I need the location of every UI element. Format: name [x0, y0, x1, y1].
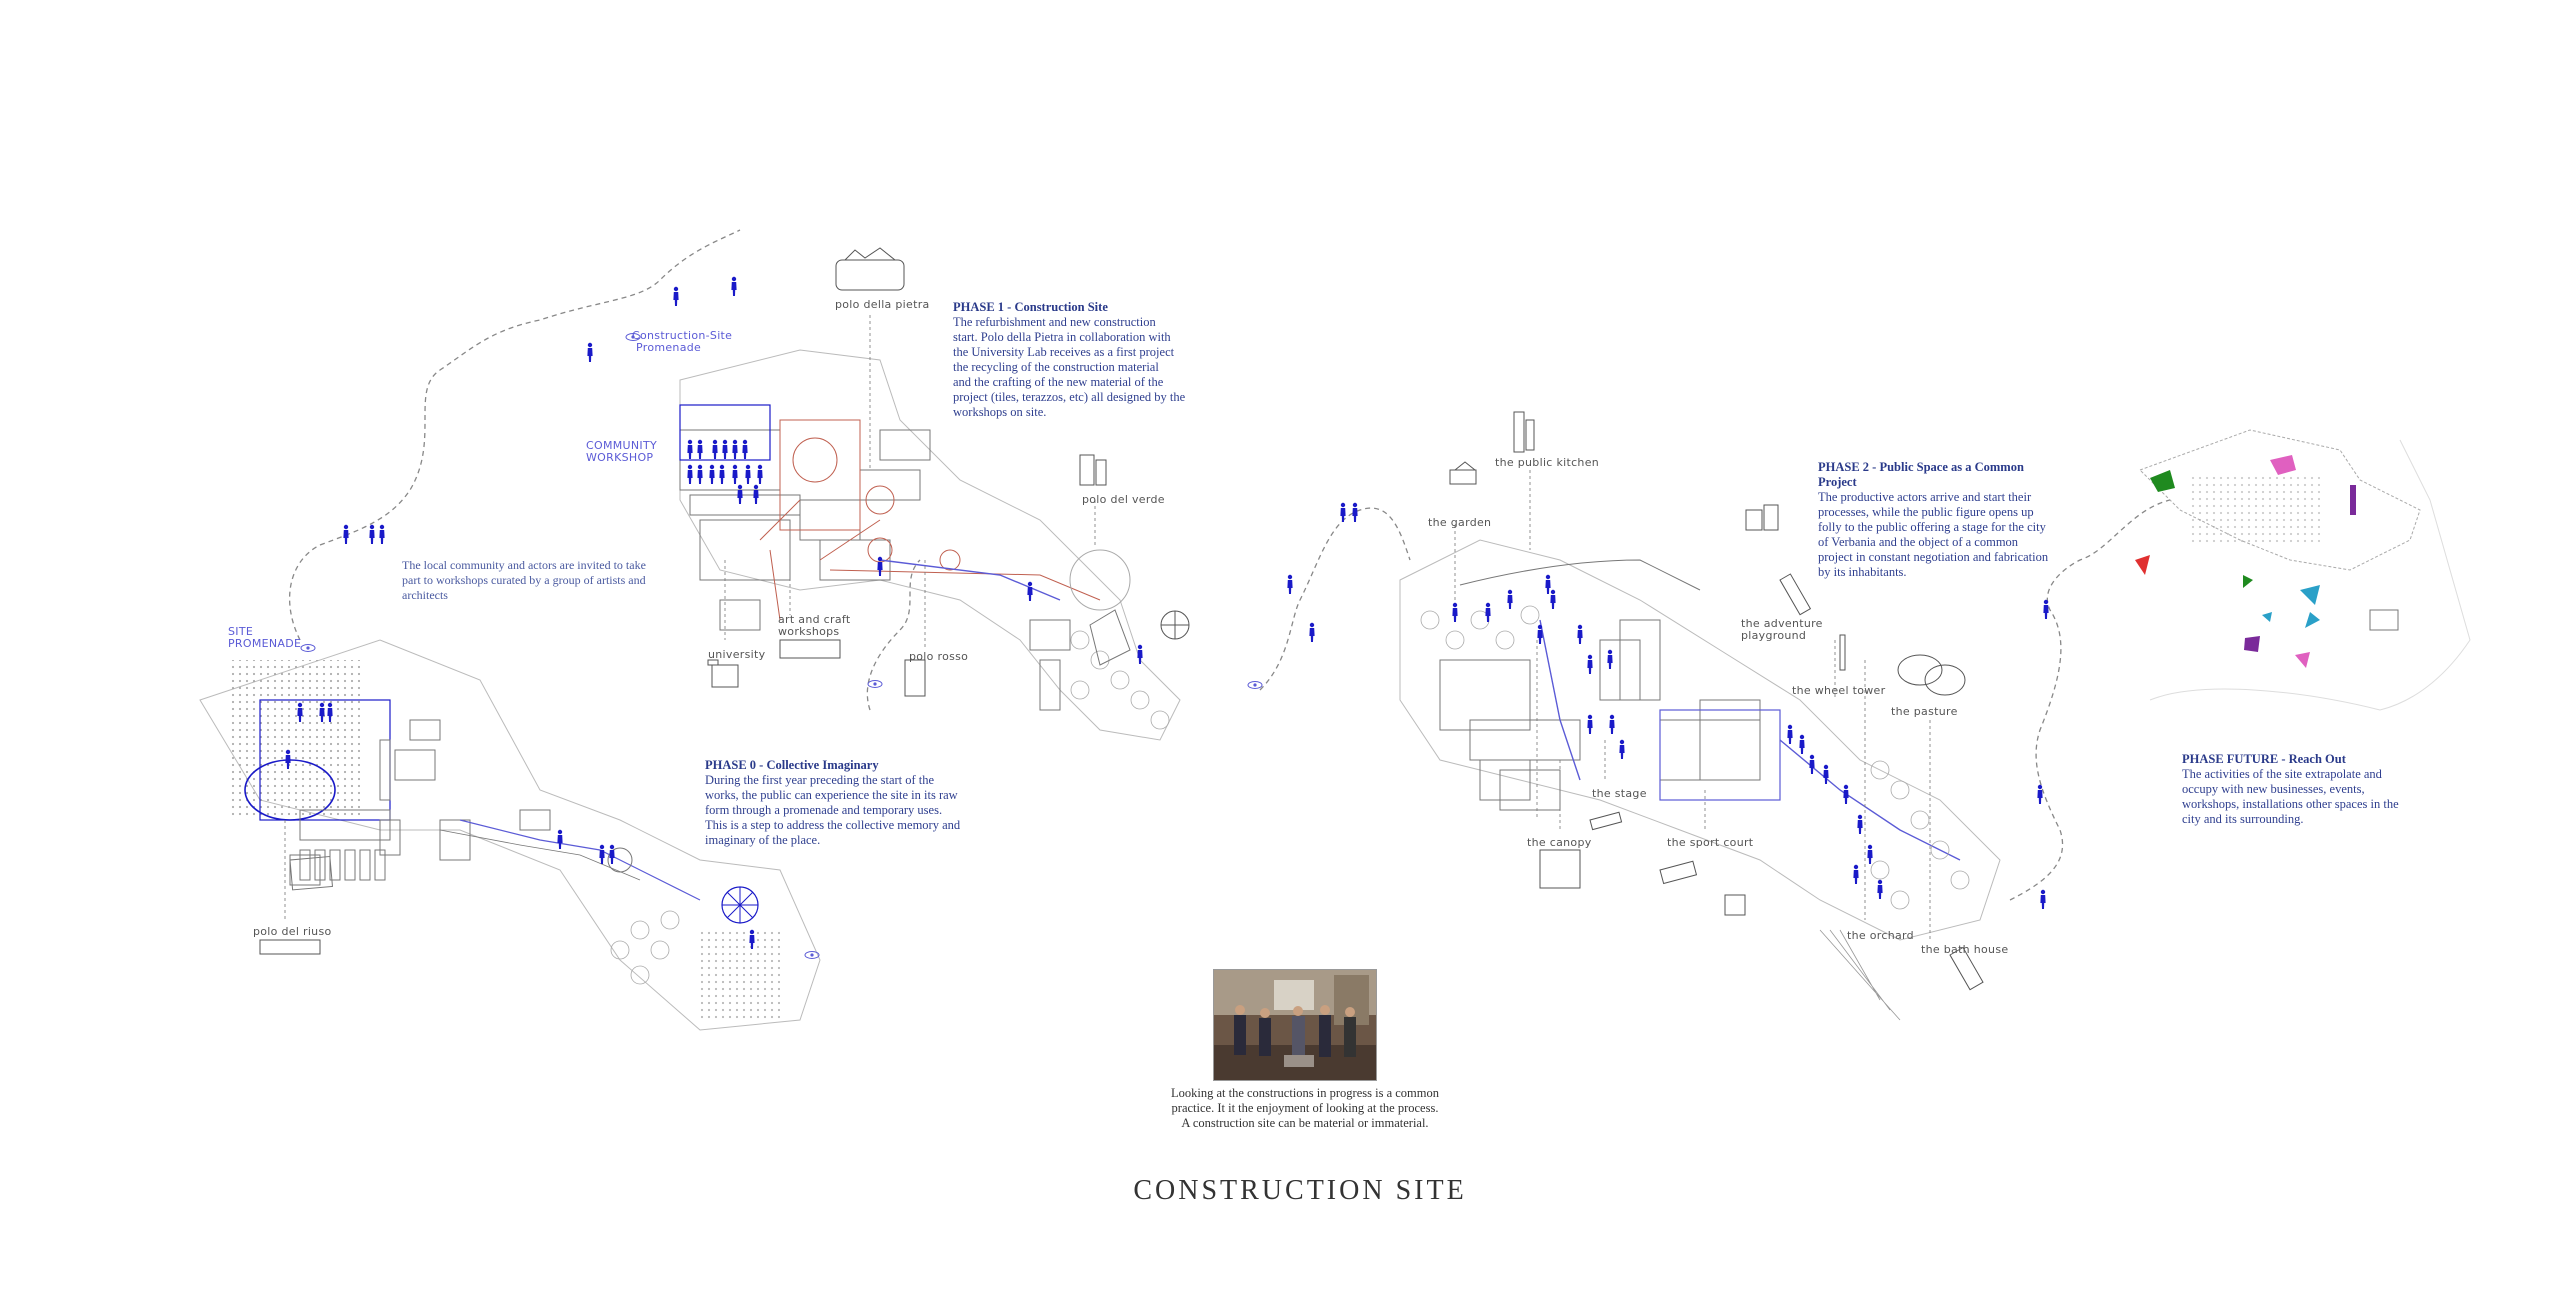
- label-site-promenade: [228, 626, 301, 650]
- phase0-line: This is a step to address the collective memory and: [705, 818, 961, 832]
- future-shape-cyan3: [2305, 612, 2320, 628]
- label-polo-del-verde: polo del verde: [1082, 493, 1165, 506]
- phase1-title: PHASE 1 - Construction Site: [953, 300, 1108, 314]
- label-polo-rosso: polo rosso: [909, 650, 969, 663]
- phase0-line: During the first year preceding the start of the: [705, 773, 935, 787]
- phase1-line: The refurbishment and new construction: [953, 315, 1156, 329]
- phase1-line: start. Polo della Pietra in collaboration with: [953, 330, 1171, 344]
- phase0-title: PHASE 0 - Collective Imaginary: [705, 758, 879, 772]
- site-phase-future: [2135, 430, 2470, 710]
- promenade-path-3: [1260, 508, 1410, 690]
- community-note-line: The local community and actors are invited to take: [402, 558, 646, 572]
- future-shape-purple: [2244, 636, 2260, 652]
- phase2-line: project in constant negotiation and fabrication: [1818, 550, 2049, 564]
- phase1-line: project (tiles, terazzos, etc) all designed by the: [953, 390, 1186, 404]
- label-art-craft-line1: art and craft: [778, 613, 851, 626]
- community-note: [402, 558, 646, 603]
- phase-future-line: occupy with new businesses, events,: [2182, 782, 2365, 796]
- phase1-text: [953, 300, 1185, 420]
- phase2-line: processes, while the public figure opens up: [1818, 505, 2034, 519]
- label-community-workshop-line1: COMMUNITY: [586, 439, 657, 452]
- page-title: CONSTRUCTION SITE: [1133, 1175, 1467, 1206]
- label-construction-promenade-line1: Construction-Site: [632, 329, 733, 342]
- phase2-title-line2: Project: [1818, 475, 1857, 489]
- future-shape-green: [2150, 470, 2175, 492]
- future-shape-red: [2135, 555, 2150, 575]
- phase0-line: works, the public can experience the site in its raw: [705, 788, 958, 802]
- phase2-line: of Verbania and the object of a common: [1818, 535, 2019, 549]
- label-pasture: the pasture: [1891, 705, 1958, 718]
- label-adventure-line2: playground: [1741, 629, 1807, 642]
- phase1-line: workshops on site.: [953, 405, 1047, 419]
- community-note-line: part to workshops curated by a group of artists and: [402, 573, 646, 587]
- label-adventure-line1: the adventure: [1741, 617, 1823, 630]
- caption-line: A construction site can be material or immaterial.: [1181, 1116, 1429, 1130]
- label-garden: the garden: [1428, 516, 1492, 529]
- future-shape-pink: [2270, 455, 2296, 475]
- label-site-promenade-line2: PROMENADE: [228, 637, 302, 650]
- label-university: university: [708, 648, 766, 661]
- phase-future-text: [2182, 752, 2399, 827]
- phase-future-title: PHASE FUTURE - Reach Out: [2182, 752, 2346, 766]
- phase2-line: The productive actors arrive and start their: [1818, 490, 2032, 504]
- future-shape-cyan2: [2262, 612, 2272, 622]
- phase1-line: and the crafting of the new material of the: [953, 375, 1164, 389]
- phase1-line: the University Lab receives as a first project: [953, 345, 1175, 359]
- future-shape-purple2: [2350, 485, 2356, 515]
- label-bath-house: the bath house: [1921, 943, 2009, 956]
- label-art-craft-line2: workshops: [778, 625, 840, 638]
- label-polo-del-riuso: polo del riuso: [253, 925, 332, 938]
- phase2-line: folly to the public offering a stage for the city: [1818, 520, 2046, 534]
- photo-caption: [1140, 1086, 1470, 1131]
- label-construction-promenade: [632, 330, 732, 354]
- future-shape-green2: [2243, 575, 2253, 588]
- label-site-promenade-line1: SITE: [228, 625, 254, 638]
- label-polo-della-pietra: polo della pietra: [835, 298, 930, 311]
- label-community-workshop: [586, 440, 657, 464]
- caption-line: practice. It it the enjoyment of looking at the process.: [1171, 1101, 1439, 1115]
- label-stage: the stage: [1592, 787, 1647, 800]
- label-public-kitchen: the public kitchen: [1495, 456, 1600, 469]
- community-note-line: architects: [402, 588, 448, 602]
- future-shape-pink2: [2295, 652, 2310, 668]
- label-sport-court: the sport court: [1667, 836, 1754, 849]
- label-canopy: the canopy: [1527, 836, 1592, 849]
- phase0-line: form through a promenade and temporary uses.: [705, 803, 943, 817]
- construction-photo: [1213, 969, 1377, 1081]
- phase0-text: [705, 758, 960, 848]
- caption-line: Looking at the constructions in progress is a common: [1170, 1086, 1439, 1100]
- label-adventure: [1741, 618, 1823, 642]
- future-shape-cyan: [2300, 585, 2320, 605]
- label-orchard: the orchard: [1847, 929, 1914, 942]
- phase2-text: [1818, 460, 2048, 580]
- label-construction-promenade-line2: Promenade: [636, 341, 702, 354]
- phase0-line: imaginary of the place.: [705, 833, 821, 847]
- phase1-line: the recycling of the construction material: [953, 360, 1159, 374]
- phase-future-line: The activities of the site extrapolate and: [2182, 767, 2382, 781]
- phase2-title-line1: PHASE 2 - Public Space as a Common: [1818, 460, 2024, 474]
- label-wheel-tower: the wheel tower: [1792, 684, 1886, 697]
- label-art-craft: [778, 614, 850, 638]
- phase-future-line: workshops, installations other spaces in the: [2182, 797, 2399, 811]
- label-community-workshop-line2: WORKSHOP: [586, 451, 654, 464]
- phase-future-line: city and its surrounding.: [2182, 812, 2304, 826]
- phase2-line: by its inhabitants.: [1818, 565, 1907, 579]
